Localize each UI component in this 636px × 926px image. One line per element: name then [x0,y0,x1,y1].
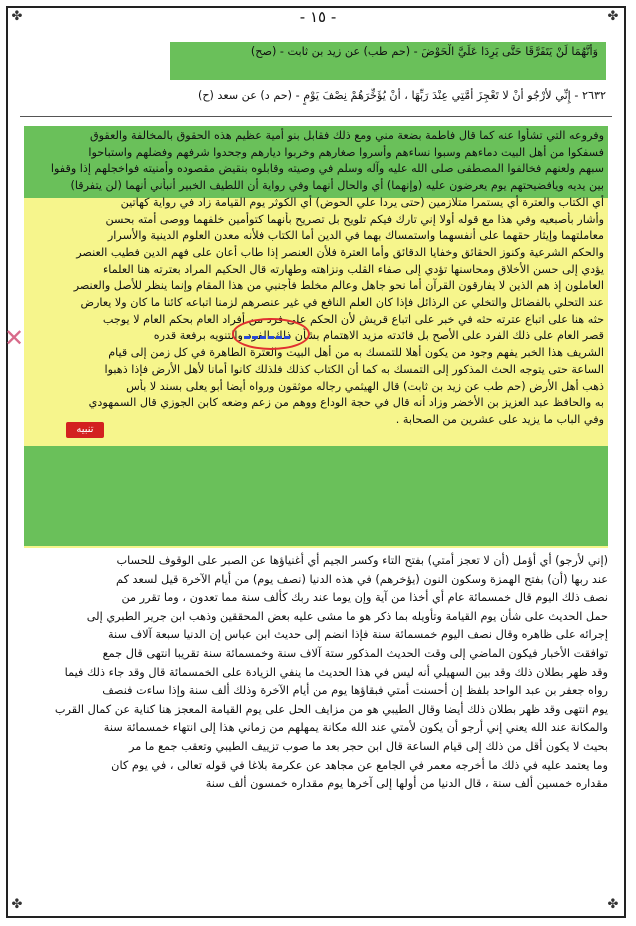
commentary-line: مقداره خمسين ألف سنة ، قال الدنيا من أولها إلى آخرها يوم مقداره خمسون ألف سنة [205,777,608,791]
commentary-line: يؤدي إلى حسن الأخلاق ومحاسنها تؤدي إلى صفاء القلب ونزاهته وطهارته قال الحكيم المراد بعترته هنا العلماء [103,262,604,276]
commentary-line: إجرائه على ظاهره وقال نصف اليوم خمسمائة سنة فإذا انضم إلى حديث ابن عباس إن الدنيا سبعة آلاف سنة [108,628,608,642]
lower-commentary [22,552,612,912]
commentary-line: عند ربها (أن) بفتح الهمزة وسكون النون (يؤخرهم) في هذه الدنيا (نصف يوم) من أيام الآخرة قيل لسعد كم [116,572,608,586]
commentary-line: وفي الباب ما يزيد على عشرين من الصحابة . [395,412,604,426]
commentary-line: بين يديه ويافضيحتهم يوم يعرضون عليه (وإنهما) أي والحال أنهما وفي رواية أن اللطيف الخبير أنبأني أنهما (لن يتفرقا) [70,179,604,193]
commentary-line: معاملتهما وإيثار حقهما على أنفسهما واستمساك بهما في الدين أما الكتاب فلأنه معدن العلوم الدينية والأسرار [107,229,604,243]
commentary-line: الشريف هذا الخبر يفهم وجود من يكون أهلا للتمسك به من أهل البيت والعترة الطاهرة في كل زمن إلى قيام [108,346,604,360]
commentary-line: رواه جعفر بن عبد الواحد بلفظ إن أحسنت أمتي فبقاؤها يوم من أيام الآخرة وذلك ألف سنة وإذا ساءت فنصف [102,684,608,698]
commentary-line: بحيث لا يكون أقل من ذلك إلى قيام الساعة قال ابن حجر بعد ما صوب تزييف الطيبي وتعقب جمع ما مر [129,739,608,753]
corner-ornament-icon: ✤ [11,897,23,912]
commentary-line: نصف ذلك اليوم قال خمسمائة عام أي أخذا من آية وإن يوما عند ربك كألف سنة مما تعدون ، وما تقرر من [121,591,608,605]
divider [20,116,612,117]
commentary-line: عند التحلي بالفضائل والتخلي عن الرذائل فإذا كان العلم النافع في غير عنصرهم لزمنا اتباعه كائنا ما كان ولا يعارض [80,296,604,310]
corner-ornament-icon: ✤ [607,897,619,912]
commentary-line: وأشار بأصبعيه وفي هذا مع قوله أولا إني تارك فيكم تلويح بل تصريح بأنهما كتوأمين خلفهما ووصى أمته بحسن [105,212,604,226]
commentary-line: ذهب أهل الأرض (حم طب عن زيد بن ثابت) قال الهيثمي رجاله موثقون ورواه أيضا أبو يعلى بسند لا بأس [126,379,604,393]
commentary-line: والمكانة عند الله يعني إني أرجو أن يكون لأمتي عند الله مكانة يمهلهم من زماني هذا إلى انتهاء خمسمائة سنة [103,721,608,735]
corner-ornament-icon: ✤ [11,9,23,24]
hadith-line: وَأَنَّهُمَا لَنْ يَتَفَرَّقَا حَتَّى يَرِدَا عَلَيَّ الْحَوْضَ - (حم طب) عن زيد بن ثابت - (صح) [250,45,598,58]
commentary-line: وفروعه التي تشأوا عنه كما قال فاطمة بضعة مني ومع ذلك فقابل بنو أمية عظيم هذه الحقوق بالمخالفة والعقوق [89,129,604,142]
commentary-line: أي الكتاب والعترة أي يستمرا متلازمين (حتى يردا علي الحوض) أي الكوثر يوم القيامة زاد في رواية كهاتين [120,195,604,209]
commentary-line: والحكم الشرعية وكنوز الحقائق وخفايا الدقائق وأما العترة فلأن العنصر إذا طاب أعان على فهم الدين فطيب العنصر [76,245,604,259]
hadith-line: ٢٦٣٢ - إِنِّي لأَرْجُو أَنْ لا تَعْجِزَ أُمَّتِي عِنْدَ رَبِّهَا ، أَنْ يُؤَخِّرَهُمْ نِصْفَ يَوْمٍ - (حم د) عن سعد (ح) [197,89,606,102]
hadith-entry [20,88,610,112]
hadith-text-highlighted [170,42,606,80]
commentary-line: الساعة حتى يتوجه الحث المذكور إلى التمسك به كما أن الكتاب كذلك فلذلك كانوا أمانا لأهل الأرض فإذا ذهبوا [104,362,604,376]
page-number: - ١٥ - [299,8,337,26]
margin-x-mark-icon: ✕ [4,324,25,352]
commentary-line: به والحافظ عبد العزيز بن الأخضر وزاد أنه قال في حجة الوداع ووهم من زعم وضعه كابن الجوزي قال السمهودي [88,396,604,410]
commentary-line: قصر العام على ذلك الفرد على الأصح بل فائدته مزيد الاهتمام بشأن ذلك الفرد والتنويه برفعة قدره [153,329,604,343]
commentary-text [24,126,608,548]
annotation-underline [244,336,290,339]
commentary-line: فسفكوا من أهل البيت دماءهم وسبوا نساءهم وأسروا صغارهم وخربوا ديارهم وجحدوا شرفهم وفضلهم واستباحوا [88,145,604,159]
corner-ornament-icon: ✤ [607,9,619,24]
commentary-line: سبهم ولعنهم فخالفوا المصطفى صلى الله عليه وآله وسلم في وصيته وقابلوه بنقيض مقصوده وأمنيته فواخجلهم إذا وقفوا [50,162,604,176]
commentary-line: توافقت الأخبار فيكون الماضي إلى وقت الحديث المذكور ستة آلاف سنة وخمسمائة سنة تقريبا انتهى قال جمع [102,646,608,660]
commentary-line: وما يعتمد عليه في ذلك ما أخرجه معمر في الجامع عن مجاهد عن عكرمة بلاغا في قوله تعالى ، في يوم كان [111,758,608,772]
annotation-circle [232,318,310,350]
commentary-line: حمل الحديث على شأن يوم القيامة وتأويله بما ذكر هو ما مشى عليه بعض المحققين وذهب ابن جرير الطبري إلى [86,609,608,623]
note-tag: تنبيه [66,422,104,438]
commentary-line: (إني لأرجو) أي أؤمل (أن لا تعجز أمتي) بفتح التاء وكسر الجيم أي أغنياؤها عن الصبر على الوقوف للحساب [116,554,608,567]
commentary-line: العاملون إذ هم الذين لا يفارقون القرآن أما نحو جاهل وعالم مخلط فأجنبي من هذا المقام وإنما ينظر للأصل والعنصر [73,279,604,293]
commentary-line: وقد ظهر بطلان ذلك وقد بين السهيلي أنه ليس في هذا الحديث ما ينفي الزيادة على الخمسمائة قال وقد جاء ذلك فيما [64,665,608,679]
commentary-line: يوم انتهى وقد ظهر بطلان ذلك أيضا وقال الطيبي هو من مزايف الحل على يوم القيامة المعجز هنا كناية عن كمال القرب [54,702,608,716]
commentary-line: حثه هنا على اتباع عترته حثه في خبر على اتباع قريش لأن الحكم على فرد من أفراد العام بحكم العام لا يوجب [102,312,604,326]
